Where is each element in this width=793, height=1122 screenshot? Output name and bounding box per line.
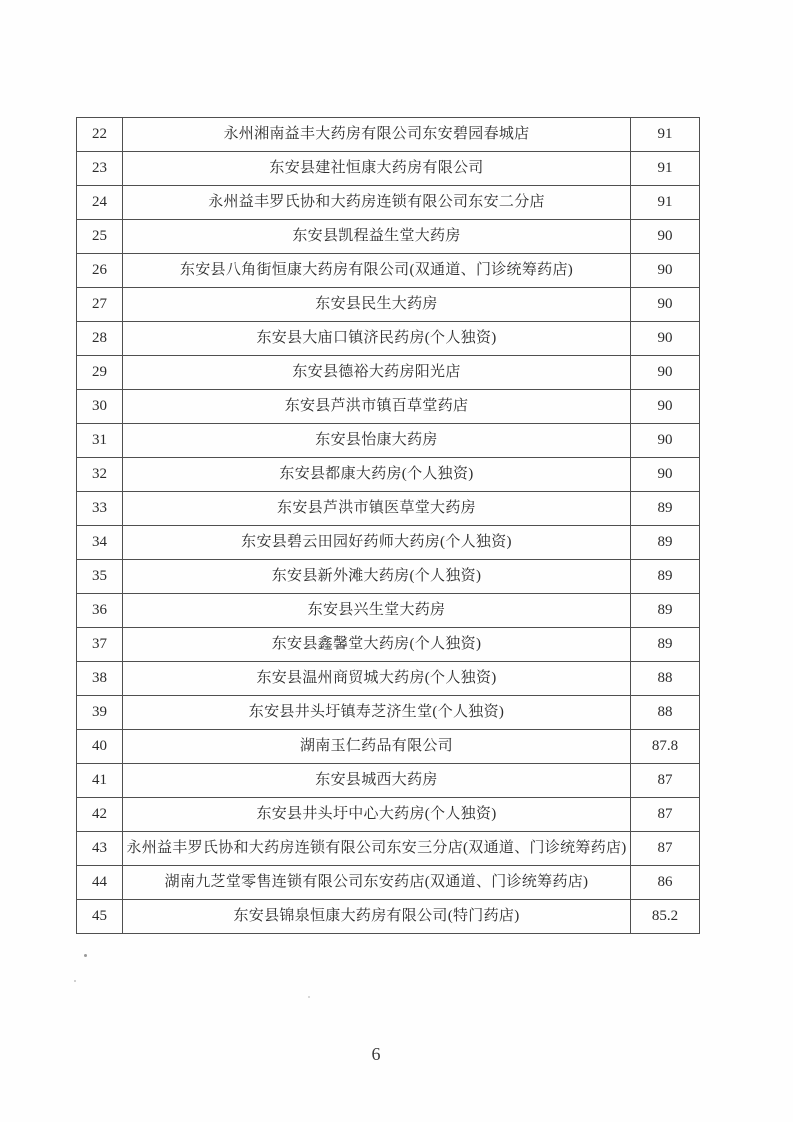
scan-speck [74, 980, 76, 982]
row-number: 43 [77, 832, 123, 866]
pharmacy-name: 东安县民生大药房 [123, 288, 631, 322]
pharmacy-name: 东安县芦洪市镇医草堂大药房 [123, 492, 631, 526]
table-row [77, 866, 700, 900]
scan-speck [84, 954, 87, 957]
row-score: 87.8 [631, 730, 700, 764]
row-number: 24 [77, 186, 123, 220]
pharmacy-score-table [76, 117, 700, 934]
row-number: 42 [77, 798, 123, 832]
row-score: 89 [631, 594, 700, 628]
row-score: 88 [631, 662, 700, 696]
row-score: 90 [631, 322, 700, 356]
row-score: 90 [631, 254, 700, 288]
table-row [77, 152, 700, 186]
pharmacy-name: 东安县锦泉恒康大药房有限公司(特门药店) [123, 900, 631, 934]
row-number: 39 [77, 696, 123, 730]
table-row [77, 662, 700, 696]
table-row [77, 220, 700, 254]
pharmacy-name: 东安县八角街恒康大药房有限公司(双通道、门诊统筹药店) [123, 254, 631, 288]
table-row [77, 186, 700, 220]
row-score: 87 [631, 798, 700, 832]
row-score: 91 [631, 186, 700, 220]
pharmacy-name: 东安县温州商贸城大药房(个人独资) [123, 662, 631, 696]
row-score: 91 [631, 118, 700, 152]
page-number: 6 [371, 1044, 381, 1064]
row-number: 36 [77, 594, 123, 628]
table-row [77, 730, 700, 764]
pharmacy-name: 东安县凯程益生堂大药房 [123, 220, 631, 254]
pharmacy-name: 东安县井头圩镇寿芝济生堂(个人独资) [123, 696, 631, 730]
table-row [77, 832, 700, 866]
pharmacy-name: 永州湘南益丰大药房有限公司东安碧园春城店 [123, 118, 631, 152]
row-score: 89 [631, 526, 700, 560]
row-number: 31 [77, 424, 123, 458]
pharmacy-name: 东安县建社恒康大药房有限公司 [123, 152, 631, 186]
table-row [77, 322, 700, 356]
table-row [77, 356, 700, 390]
row-score: 86 [631, 866, 700, 900]
pharmacy-name: 东安县芦洪市镇百草堂药店 [123, 390, 631, 424]
row-number: 27 [77, 288, 123, 322]
pharmacy-score-table-body [77, 118, 700, 934]
row-score: 89 [631, 628, 700, 662]
row-score: 90 [631, 356, 700, 390]
row-score: 88 [631, 696, 700, 730]
pharmacy-name: 东安县都康大药房(个人独资) [123, 458, 631, 492]
table-row [77, 628, 700, 662]
row-number: 22 [77, 118, 123, 152]
row-number: 28 [77, 322, 123, 356]
row-score: 89 [631, 560, 700, 594]
table-row [77, 118, 700, 152]
pharmacy-name: 湖南九芝堂零售连锁有限公司东安药店(双通道、门诊统筹药店) [123, 866, 631, 900]
row-score: 90 [631, 424, 700, 458]
table-row [77, 764, 700, 798]
scan-speck [308, 996, 310, 998]
table-row [77, 696, 700, 730]
row-score: 90 [631, 288, 700, 322]
table-row [77, 288, 700, 322]
row-number: 35 [77, 560, 123, 594]
pharmacy-name: 永州益丰罗氏协和大药房连锁有限公司东安二分店 [123, 186, 631, 220]
pharmacy-name: 东安县鑫馨堂大药房(个人独资) [123, 628, 631, 662]
pharmacy-name: 东安县井头圩中心大药房(个人独资) [123, 798, 631, 832]
row-number: 41 [77, 764, 123, 798]
table-row [77, 594, 700, 628]
pharmacy-name: 东安县兴生堂大药房 [123, 594, 631, 628]
table-row [77, 458, 700, 492]
table-row [77, 900, 700, 934]
row-score: 87 [631, 764, 700, 798]
table-row [77, 798, 700, 832]
pharmacy-name: 东安县怡康大药房 [123, 424, 631, 458]
row-score: 85.2 [631, 900, 700, 934]
row-number: 45 [77, 900, 123, 934]
row-score: 90 [631, 390, 700, 424]
row-number: 33 [77, 492, 123, 526]
row-number: 38 [77, 662, 123, 696]
row-score: 90 [631, 220, 700, 254]
row-score: 90 [631, 458, 700, 492]
row-number: 40 [77, 730, 123, 764]
row-score: 89 [631, 492, 700, 526]
row-number: 30 [77, 390, 123, 424]
row-number: 23 [77, 152, 123, 186]
pharmacy-name: 湖南玉仁药品有限公司 [123, 730, 631, 764]
pharmacy-name: 东安县碧云田园好药师大药房(个人独资) [123, 526, 631, 560]
pharmacy-name: 东安县大庙口镇济民药房(个人独资) [123, 322, 631, 356]
table-row [77, 390, 700, 424]
row-number: 26 [77, 254, 123, 288]
row-number: 44 [77, 866, 123, 900]
pharmacy-name: 永州益丰罗氏协和大药房连锁有限公司东安三分店(双通道、门诊统筹药店) [123, 832, 631, 866]
row-number: 37 [77, 628, 123, 662]
table-row [77, 560, 700, 594]
row-score: 87 [631, 832, 700, 866]
pharmacy-name: 东安县城西大药房 [123, 764, 631, 798]
table-row [77, 492, 700, 526]
row-score: 91 [631, 152, 700, 186]
pharmacy-name: 东安县德裕大药房阳光店 [123, 356, 631, 390]
row-number: 34 [77, 526, 123, 560]
pharmacy-name: 东安县新外滩大药房(个人独资) [123, 560, 631, 594]
table-row [77, 254, 700, 288]
row-number: 25 [77, 220, 123, 254]
row-number: 32 [77, 458, 123, 492]
table-row [77, 424, 700, 458]
row-number: 29 [77, 356, 123, 390]
table-row [77, 526, 700, 560]
